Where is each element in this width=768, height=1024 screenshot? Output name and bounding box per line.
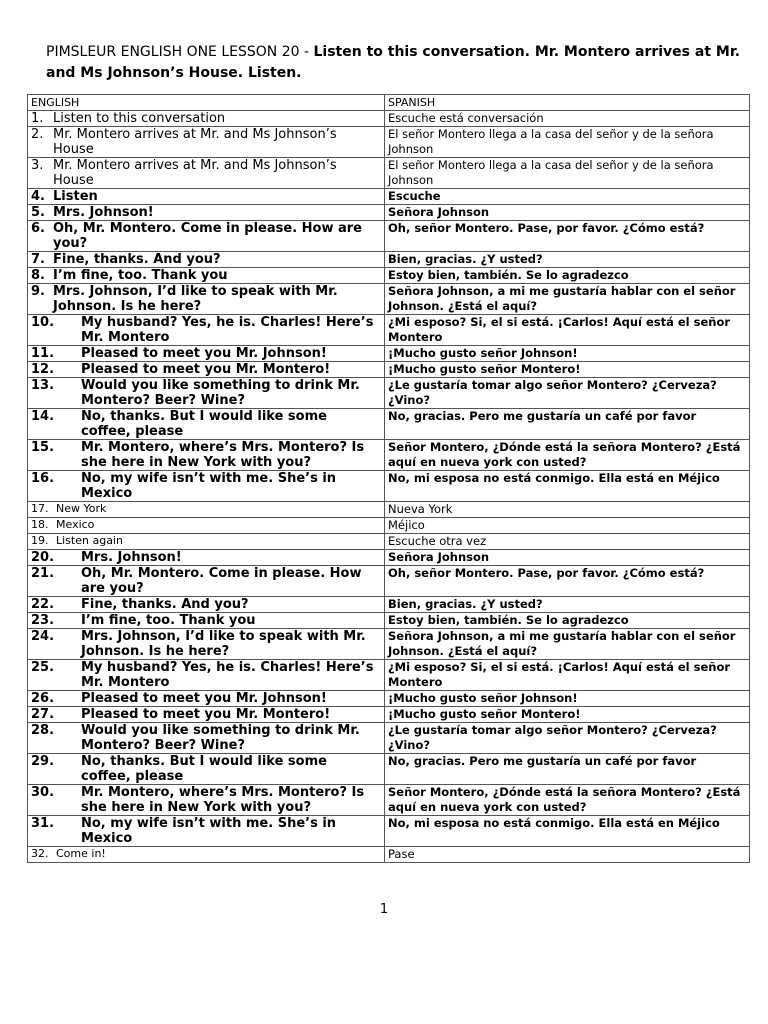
english-text: Mrs. Johnson, I’d like to speak with Mr. Johnson. Is he here? [81, 629, 366, 659]
english-cell [28, 691, 385, 707]
english-text: I’m fine, too. Thank you [53, 268, 228, 283]
row-number: 11. [31, 346, 55, 361]
lesson-title-instructions: Listen to this conversation. Mr. Montero arrives at Mr. and Ms Johnson’s House. Listen. [46, 44, 741, 81]
english-text: New York [56, 502, 107, 515]
table-row [28, 268, 750, 284]
translation-table [27, 94, 750, 863]
row-number: 8. [31, 268, 45, 283]
row-number: 9. [31, 284, 45, 299]
english-cell [28, 534, 385, 550]
english-text: My husband? Yes, he is. Charles! Here’s Mr. Montero [81, 660, 374, 690]
row-number: 7. [31, 252, 45, 267]
table-row [28, 252, 750, 268]
table-row [28, 409, 750, 440]
english-cell [28, 189, 385, 205]
row-number: 15. [31, 440, 55, 455]
table-row [28, 754, 750, 785]
spanish-cell: ¡Mucho gusto señor Montero! [385, 707, 750, 723]
row-number: 28. [31, 723, 55, 738]
english-cell [28, 471, 385, 502]
spanish-cell: Bien, gracias. ¿Y usted? [385, 597, 750, 613]
english-cell [28, 205, 385, 221]
spanish-cell: Señora Johnson [385, 205, 750, 221]
english-text: Mrs. Johnson! [81, 550, 182, 565]
spanish-cell: Pase [385, 847, 750, 863]
table-row [28, 691, 750, 707]
english-cell [28, 723, 385, 754]
spanish-cell: No, mi esposa no está conmigo. Ella está en Méjico [385, 816, 750, 847]
spanish-cell: Señor Montero, ¿Dónde está la señora Montero? ¿Está aquí en nueva york con usted? [385, 440, 750, 471]
table-row [28, 127, 750, 158]
row-number: 14. [31, 409, 55, 424]
spanish-cell: No, gracias. Pero me gustaría un café por favor [385, 754, 750, 785]
table-row [28, 221, 750, 252]
row-number: 2. [31, 127, 44, 142]
english-text: I’m fine, too. Thank you [81, 613, 256, 628]
row-number: 1. [31, 111, 44, 126]
table-row [28, 205, 750, 221]
row-number: 30. [31, 785, 55, 800]
row-number: 3. [31, 158, 44, 173]
spanish-cell: El señor Montero llega a la casa del señor y de la señora Johnson [385, 158, 750, 189]
english-text: Come in! [56, 847, 106, 860]
english-text: Mr. Montero arrives at Mr. and Ms Johnson’s House [53, 127, 337, 157]
english-cell [28, 550, 385, 566]
table-row [28, 723, 750, 754]
english-cell [28, 847, 385, 863]
english-text: Mrs. Johnson, I’d like to speak with Mr. Johnson. Is he here? [53, 284, 338, 314]
spanish-cell: Señora Johnson, a mi me gustaría hablar con el señor Johnson. ¿Está el aquí? [385, 284, 750, 315]
table-row [28, 707, 750, 723]
row-number: 27. [31, 707, 55, 722]
english-text: Would you like something to drink Mr. Montero? Beer? Wine? [81, 723, 360, 753]
row-number: 4. [31, 189, 45, 204]
table-row [28, 613, 750, 629]
table-row [28, 440, 750, 471]
english-text: Pleased to meet you Mr. Montero! [81, 707, 331, 722]
spanish-cell: No, gracias. Pero me gustaría un café por favor [385, 409, 750, 440]
spanish-cell: Estoy bien, también. Se lo agradezco [385, 268, 750, 284]
english-text: Listen to this conversation [53, 111, 226, 126]
spanish-cell: Escuche está conversación [385, 111, 750, 127]
english-text: Fine, thanks. And you? [81, 597, 249, 612]
english-text: Listen [53, 189, 98, 204]
table-row [28, 471, 750, 502]
row-number: 13. [31, 378, 55, 393]
english-cell [28, 660, 385, 691]
row-number: 23. [31, 613, 55, 628]
english-cell [28, 707, 385, 723]
english-cell [28, 284, 385, 315]
english-text: Mr. Montero, where’s Mrs. Montero? Is she here in New York with you? [81, 440, 365, 470]
table-row [28, 158, 750, 189]
table-row [28, 189, 750, 205]
spanish-cell: ¡Mucho gusto señor Johnson! [385, 691, 750, 707]
row-number: 21. [31, 566, 55, 581]
table-row [28, 502, 750, 518]
table-row [28, 534, 750, 550]
spanish-cell: ¿Mi esposo? Si, el si está. ¡Carlos! Aquí está el señor Montero [385, 315, 750, 346]
english-cell [28, 613, 385, 629]
english-cell [28, 440, 385, 471]
row-number: 5. [31, 205, 45, 220]
english-text: Mexico [56, 518, 95, 531]
english-text: Would you like something to drink Mr. Montero? Beer? Wine? [81, 378, 360, 408]
spanish-cell: Oh, señor Montero. Pase, por favor. ¿Cómo está? [385, 566, 750, 597]
english-cell [28, 127, 385, 158]
english-cell [28, 597, 385, 613]
english-text: Pleased to meet you Mr. Johnson! [81, 691, 327, 706]
spanish-cell: ¿Le gustaría tomar algo señor Montero? ¿Cerveza? ¿Vino? [385, 723, 750, 754]
spanish-cell: El señor Montero llega a la casa del señor y de la señora Johnson [385, 127, 750, 158]
row-number: 17. [31, 502, 49, 515]
page-number: 1 [379, 902, 389, 917]
spanish-cell: Señor Montero, ¿Dónde está la señora Montero? ¿Está aquí en nueva york con usted? [385, 785, 750, 816]
english-text: Mr. Montero, where’s Mrs. Montero? Is she here in New York with you? [81, 785, 365, 815]
header-spanish: SPANISH [385, 95, 750, 111]
row-number: 25. [31, 660, 55, 675]
english-text: My husband? Yes, he is. Charles! Here’s Mr. Montero [81, 315, 374, 345]
english-text: Fine, thanks. And you? [53, 252, 221, 267]
english-cell [28, 346, 385, 362]
row-number: 24. [31, 629, 55, 644]
table-header-row [28, 95, 750, 111]
row-number: 18. [31, 518, 49, 531]
english-cell [28, 252, 385, 268]
english-cell [28, 378, 385, 409]
table-row [28, 597, 750, 613]
english-cell [28, 785, 385, 816]
row-number: 20. [31, 550, 55, 565]
english-text: Mrs. Johnson! [53, 205, 154, 220]
table-row [28, 315, 750, 346]
row-number: 16. [31, 471, 55, 486]
table-row [28, 816, 750, 847]
spanish-cell: Escuche [385, 189, 750, 205]
english-cell [28, 566, 385, 597]
row-number: 26. [31, 691, 55, 706]
table-row [28, 362, 750, 378]
lesson-title [46, 42, 746, 84]
english-cell [28, 158, 385, 189]
english-text: No, thanks. But I would like some coffee, please [81, 754, 327, 784]
english-text: Listen again [56, 534, 123, 547]
table-row [28, 111, 750, 127]
table-row [28, 785, 750, 816]
english-cell [28, 362, 385, 378]
row-number: 10. [31, 315, 55, 330]
table-row [28, 518, 750, 534]
english-text: Pleased to meet you Mr. Montero! [81, 362, 331, 377]
header-english: ENGLISH [28, 95, 385, 111]
english-cell [28, 221, 385, 252]
english-text: No, my wife isn’t with me. She’s in Mexico [81, 471, 337, 501]
english-cell [28, 315, 385, 346]
spanish-cell: ¿Le gustaría tomar algo señor Montero? ¿Cerveza? ¿Vino? [385, 378, 750, 409]
table-row [28, 284, 750, 315]
table-row [28, 847, 750, 863]
english-text: Oh, Mr. Montero. Come in please. How are you? [53, 221, 363, 251]
row-number: 22. [31, 597, 55, 612]
english-cell [28, 409, 385, 440]
row-number: 12. [31, 362, 55, 377]
table-row [28, 629, 750, 660]
row-number: 32. [31, 847, 49, 860]
spanish-cell: Bien, gracias. ¿Y usted? [385, 252, 750, 268]
spanish-cell: Señora Johnson [385, 550, 750, 566]
table-row [28, 550, 750, 566]
english-cell [28, 268, 385, 284]
english-text: Oh, Mr. Montero. Come in please. How are you? [81, 566, 362, 596]
spanish-cell: ¡Mucho gusto señor Johnson! [385, 346, 750, 362]
row-number: 19. [31, 534, 49, 547]
table-row [28, 346, 750, 362]
spanish-cell: Oh, señor Montero. Pase, por favor. ¿Cómo está? [385, 221, 750, 252]
english-text: Mr. Montero arrives at Mr. and Ms Johnson’s House [53, 158, 337, 188]
english-cell [28, 518, 385, 534]
english-cell [28, 111, 385, 127]
row-number: 29. [31, 754, 55, 769]
spanish-cell: Méjico [385, 518, 750, 534]
english-cell [28, 629, 385, 660]
row-number: 31. [31, 816, 55, 831]
spanish-cell: Escuche otra vez [385, 534, 750, 550]
english-cell [28, 754, 385, 785]
spanish-cell: Nueva York [385, 502, 750, 518]
english-cell [28, 816, 385, 847]
spanish-cell: Señora Johnson, a mi me gustaría hablar con el señor Johnson. ¿Está el aquí? [385, 629, 750, 660]
spanish-cell: Estoy bien, también. Se lo agradezco [385, 613, 750, 629]
spanish-cell: No, mi esposa no está conmigo. Ella está en Méjico [385, 471, 750, 502]
table-row [28, 566, 750, 597]
english-text: No, thanks. But I would like some coffee, please [81, 409, 327, 439]
english-text: Pleased to meet you Mr. Johnson! [81, 346, 327, 361]
spanish-cell: ¿Mi esposo? Si, el si está. ¡Carlos! Aquí está el señor Montero [385, 660, 750, 691]
lesson-title-prefix: PIMSLEUR ENGLISH ONE LESSON 20 - [46, 44, 314, 60]
english-cell [28, 502, 385, 518]
row-number: 6. [31, 221, 45, 236]
table-row [28, 660, 750, 691]
spanish-cell: ¡Mucho gusto señor Montero! [385, 362, 750, 378]
english-text: No, my wife isn’t with me. She’s in Mexico [81, 816, 337, 846]
table-row [28, 378, 750, 409]
